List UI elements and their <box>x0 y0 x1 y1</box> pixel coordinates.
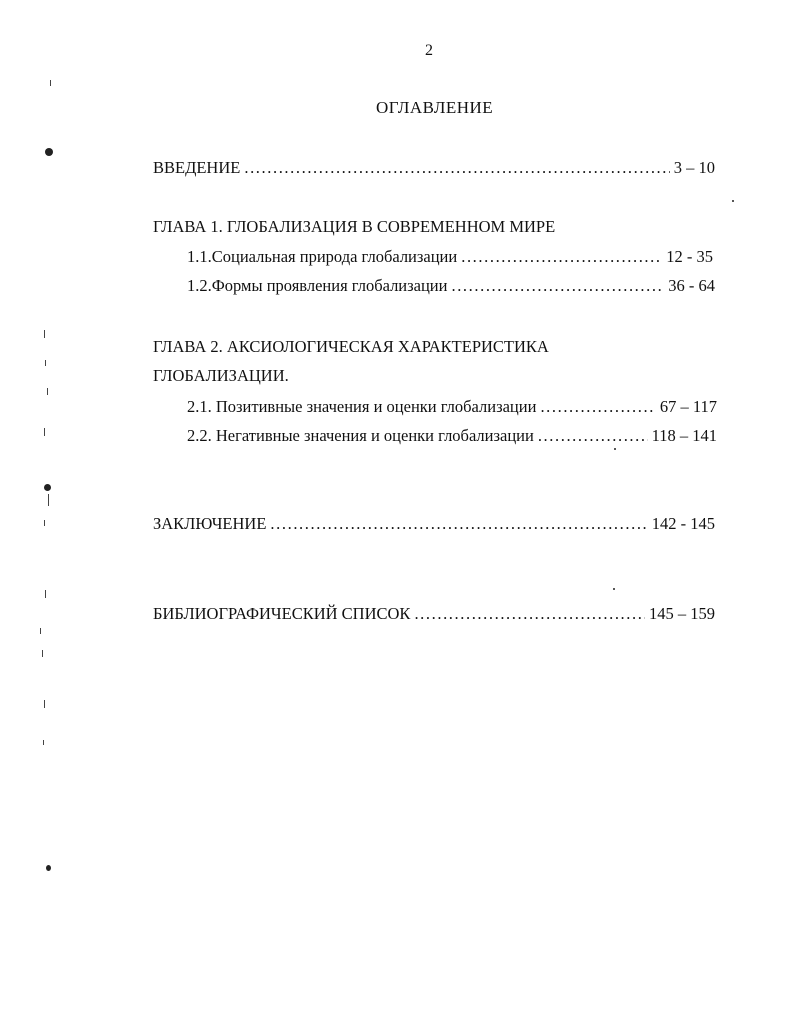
scan-mark <box>43 740 44 745</box>
chapter2-heading-line2: ГЛОБАЛИЗАЦИИ. <box>153 366 289 385</box>
scan-speck <box>46 865 51 871</box>
toc-entry-pages: 36 - 64 <box>668 276 715 295</box>
scan-speck <box>45 148 53 156</box>
page-number: 2 <box>425 42 433 59</box>
toc-entry-pages: 142 - 145 <box>651 514 715 533</box>
scan-mark <box>44 520 45 526</box>
scan-speck <box>732 200 734 202</box>
toc-entry-pages: 12 - 35 <box>666 247 713 266</box>
scan-mark <box>45 590 46 598</box>
scan-speck <box>614 448 616 450</box>
dot-leader <box>538 426 648 446</box>
toc-entry-section-1-1 <box>187 247 713 267</box>
dot-leader <box>244 158 669 178</box>
toc-entry-pages: 67 – 117 <box>659 397 717 416</box>
toc-entry-label: 1.2.Формы проявления глобализации <box>187 276 448 295</box>
scan-mark <box>44 428 45 436</box>
toc-entry-section-1-2 <box>187 276 715 296</box>
chapter2-heading-line1: ГЛАВА 2. АКСИОЛОГИЧЕСКАЯ ХАРАКТЕРИСТИКА <box>153 337 549 356</box>
dot-leader <box>451 276 664 296</box>
scan-mark <box>40 628 41 634</box>
toc-entry-label: 2.1. Позитивные значения и оценки глобализации <box>187 397 537 416</box>
scan-mark <box>50 80 51 86</box>
dot-leader <box>540 397 655 417</box>
scan-mark <box>45 360 46 366</box>
toc-entry-label: БИБЛИОГРАФИЧЕСКИЙ СПИСОК <box>153 604 411 623</box>
scan-mark <box>47 388 48 395</box>
toc-entry-conclusion <box>153 514 715 534</box>
scan-speck <box>44 484 51 491</box>
toc-entry-label: 2.2. Негативные значения и оценки глобализации <box>187 426 534 445</box>
toc-entry-section-2-2 <box>187 426 717 446</box>
toc-title: ОГЛАВЛЕНИЕ <box>376 98 494 117</box>
toc-entry-label: 1.1.Социальная природа глобализации <box>187 247 458 266</box>
toc-entry-pages: 145 – 159 <box>649 604 715 623</box>
chapter1-heading: ГЛАВА 1. ГЛОБАЛИЗАЦИЯ В СОВРЕМЕННОМ МИРЕ <box>153 217 556 236</box>
toc-entry-label: ВВЕДЕНИЕ <box>153 158 241 177</box>
toc-entry-pages: 3 – 10 <box>673 158 715 177</box>
dot-leader <box>414 604 645 624</box>
toc-entry-section-2-1 <box>187 397 717 417</box>
scan-mark <box>44 700 45 708</box>
toc-entry-bibliography <box>153 604 715 624</box>
toc-entry-pages: 118 – 141 <box>651 426 717 445</box>
dot-leader <box>461 247 662 267</box>
scan-mark <box>48 494 49 506</box>
scan-speck <box>613 588 615 590</box>
scan-mark <box>44 330 45 338</box>
toc-entry-introduction <box>153 158 715 178</box>
dot-leader <box>270 514 647 534</box>
toc-entry-label: ЗАКЛЮЧЕНИЕ <box>153 514 267 533</box>
scan-mark <box>42 650 43 657</box>
